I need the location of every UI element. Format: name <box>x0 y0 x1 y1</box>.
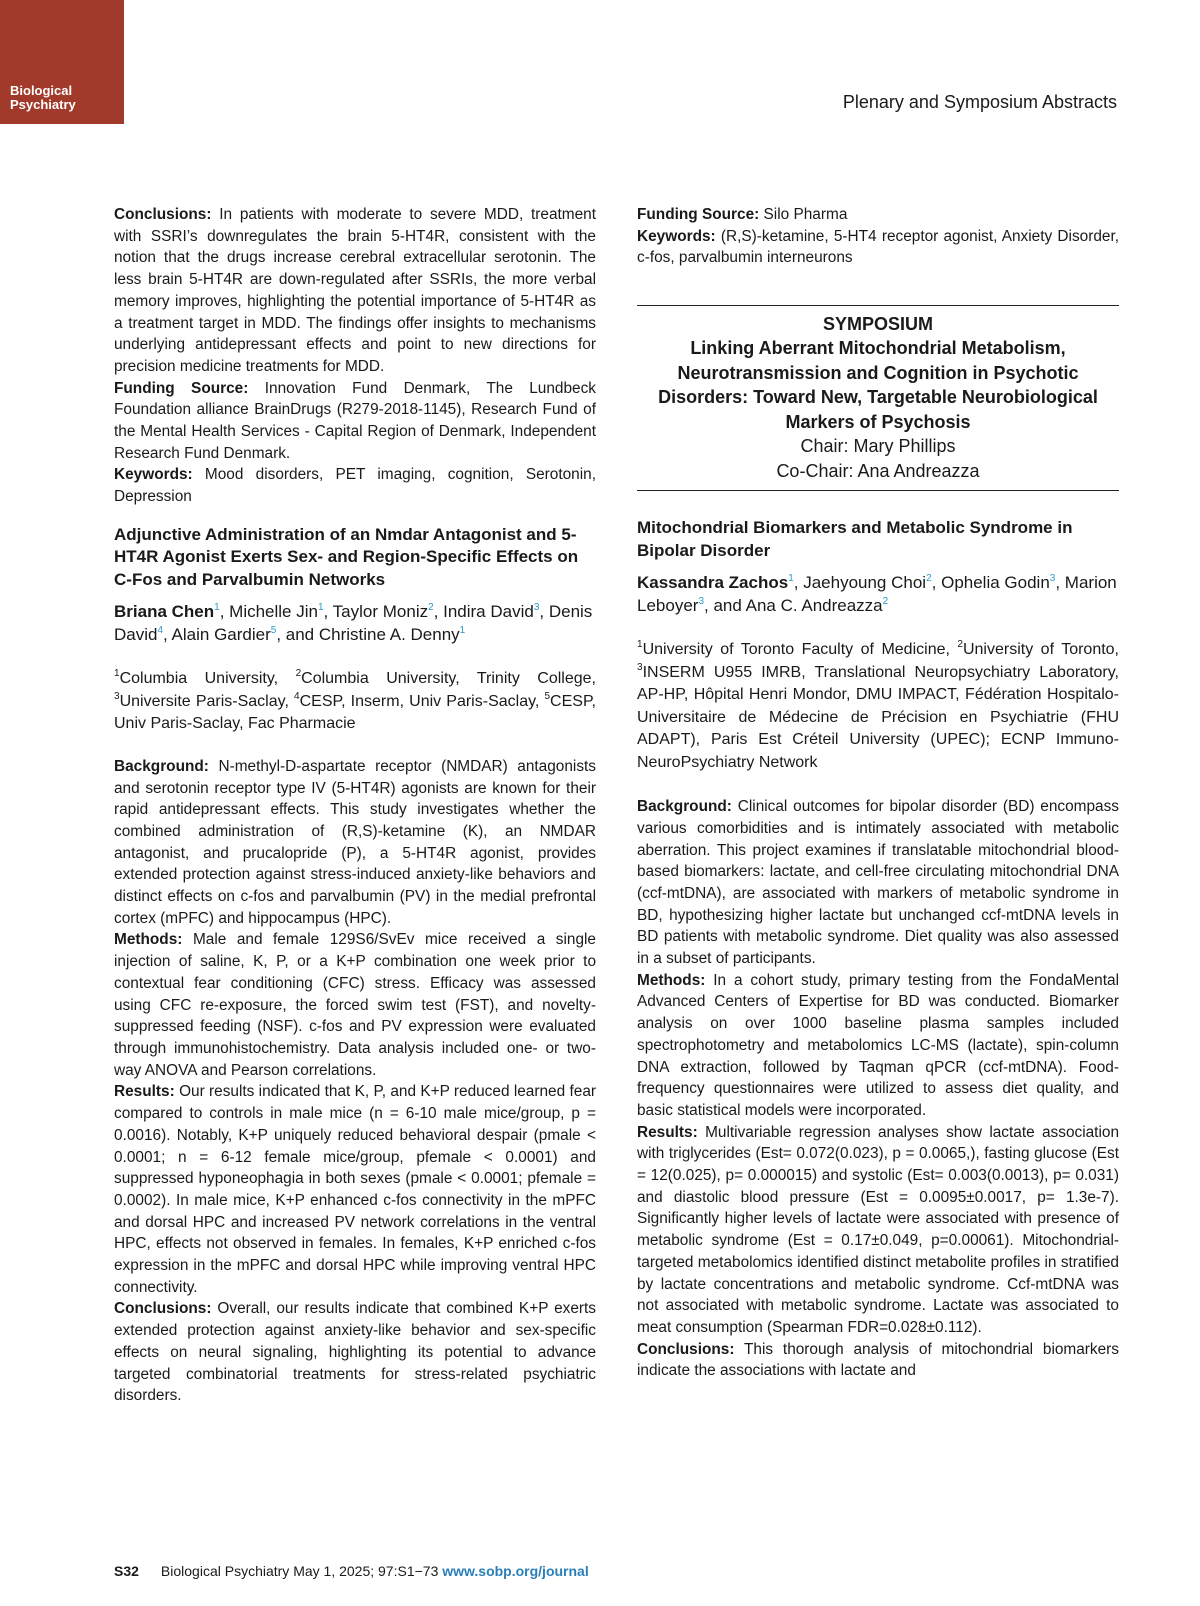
author-list <box>637 572 1119 617</box>
symposium-heading: SYMPOSIUM <box>822 314 933 335</box>
author: Jaehyoung Choi$^2$, <box>803 573 942 593</box>
background-section: Background: N-methyl-D-aspartate receptor (NMDAR) antagonists and serotonin receptor type IV (5-HT4R) agonists are known for their rapid antidepressant effects. This study investigates whether the combined administration of (R,S)-ketamine (K), an NMDAR antagonist, and prucalopride (P), a 5-HT4R agonist, provides extended protection against stress-induced anxiety-like behaviors and distinct effects on c-fos and parvalbumin (PV) in the medial prefrontal cortex (mPFC) and hippocampus (HPC). <box>114 757 596 927</box>
journal-link[interactable]: www.sobp.org/journal <box>442 1563 589 1579</box>
conclusions-section: Conclusions: This thorough analysis of mitochondrial biomarkers indicate the associations with lactate and <box>637 1340 1120 1380</box>
background-section: Background: Clinical outcomes for bipolar disorder (BD) encompass various comorbidities and is intimately associated with metabolic aberration. This project examines if translatable mitochondrial blood-based biomarkers: lactate, and cell-free circulating mitochondrial DNA (ccf-mtDNA), are associated with markers of metabolic syndrome in BD, hypothesizing higher lactate but unchanged ccf-mtDNA levels in BD patients with metabolic syndrome. Diet quality was also assessed in a subset of participants. <box>637 798 1119 968</box>
symposium-cochair: Co-Chair: Ana Andreazza <box>776 460 980 481</box>
left-column <box>114 204 596 1407</box>
author: Taylor Moniz$^2$, <box>332 602 444 622</box>
right-column <box>637 204 1119 1382</box>
author: Marion Leboyer$^3$, and <box>637 573 1117 615</box>
prev-keywords: Keywords: Mood disorders, PET imaging, cognition, Serotonin, Depression <box>114 466 596 506</box>
journal-logo-tab <box>0 0 124 124</box>
abstract-title: Adjunctive Administration of an Nmdar Antagonist and 5-HT4R Agonist Exerts Sex- and Region-Specific Effects on C-Fos and Parvalbumin Networks <box>114 524 579 589</box>
methods-section: Methods: In a cohort study, primary testing from the FondaMental Advanced Centers of Expertise for BD was conducted. Biomarker analysis on over 1000 baseline plasma samples included spectrophotometry and metabolomics LC-MS (lactate), spin-column DNA extraction, followed by Taqman qPCR (ccf-mtDNA). Food-frequency questionnaires were utilized to assess diet quality, and basic statistical models were incorporated. <box>637 971 1119 1119</box>
citation: Biological Psychiatry May 1, 2025; 97:S1−73 <box>160 1563 439 1579</box>
author: Ophelia Godin$^3$, <box>941 573 1065 593</box>
prev-funding: Funding Source: Silo Pharma <box>637 206 848 223</box>
affiliations: $^1$Columbia University, $^2$Columbia University, Trinity College, $^3$Universite Paris-Saclay, $^4$CESP, Inserm, Univ Paris-Saclay, $^5$CESP, Univ Paris-Saclay, Fac Pharmacie <box>114 668 596 733</box>
journal-name: Biological Psychiatry <box>10 83 76 112</box>
author: Briana Chen$^1$, <box>114 602 230 622</box>
author: Alain Gardier$^5$, and <box>171 624 319 644</box>
author: Indira David$^3$, <box>443 602 549 622</box>
prev-funding: Funding Source: Innovation Fund Denmark, The Lundbeck Foundation alliance BrainDrugs (R279-2018-1145), Research Fund of the Mental Health Services - Capital Region of Denmark, Independent Research Fund Denmark. <box>114 379 596 462</box>
author: Michelle Jin$^1$, <box>229 602 333 622</box>
author: Ana C. Andreazza$^2$ <box>745 595 889 615</box>
prev-conclusions: Conclusions: In patients with moderate to severe MDD, treatment with SSRI’s downregulates the brain 5-HT4R, consistent with the notion that the drugs increase cerebral extracellular serotonin. The less brain 5-HT4R are down-regulated after SSRIs, the more verbal memory improves, highlighting the potential importance of 5-HT4R as a treatment target in MDD. The findings offer insights to mechanisms underlying antidepressant effects and point to new directions for precision medicine treatments for MDD. <box>114 206 597 375</box>
prev-keywords: Keywords: (R,S)-ketamine, 5-HT4 receptor agonist, Anxiety Disorder, c-fos, parvalbumin interneurons <box>637 227 1119 267</box>
page-footer <box>114 1563 589 1579</box>
section-running-head: Plenary and Symposium Abstracts <box>842 92 1117 112</box>
abstract-title: Mitochondrial Biomarkers and Metabolic Syndrome in Bipolar Disorder <box>637 518 1073 560</box>
author: Christine A. Denny$^1$ <box>318 624 466 644</box>
results-section: Results: Our results indicated that K, P, and K+P reduced learned fear compared to controls in male mice (n = 6-10 male mice/group, p = 0.0016). Notably, K+P uniquely reduced behavioral despair (pmale < 0.0001; n = 6-12 female mice/group, pfemale < 0.0001) and suppressed hyponeophagia in both sexes (pmale < 0.0001; pfemale = 0.0002). In male mice, K+P enhanced c-fos connectivity in the mPFC and dorsal HPC and increased PV network correlations in the ventral HPC, effects not observed in females. In females, K+P enriched c-fos expression in the mPFC and dorsal HPC while improving ventral HPC connectivity. <box>114 1083 596 1296</box>
results-section: Results: Multivariable regression analyses show lactate association with triglycerides (Est= 0.072(0.023), p = 0.0065,), fasting glucose (Est = 12(0.025), p= 0.000015) and systolic (Est= 0.003(0.0013), p= 0.031) and diastolic blood pressure (Est = 0.0095±0.0017, p= 1.3e-7). Significantly higher levels of lactate were associated with presence of metabolic syndrome (Est = 0.17±0.049, p=0.00061). Mitochondrial-targeted metabolomics identified distinct metabolite profiles in stratified by lactate concentrations and metabolic syndrome. Ccf-mtDNA was not associated with metabolic syndrome. Lactate was associated to meat consumption (Spearman FDR=0.028±0.112). <box>637 1123 1119 1336</box>
author: Kassandra Zachos$^1$, <box>637 573 804 593</box>
author: Denis David$^4$, <box>114 602 593 644</box>
page-number: S32 <box>114 1563 139 1579</box>
symposium-chair: Chair: Mary Phillips <box>800 436 956 457</box>
symposium-title: Linking Aberrant Mitochondrial Metabolism, Neurotransmission and Cognition in Psychotic Disorders: Toward New, Targetable Neurobiological Markers of Psychosis <box>658 338 1098 432</box>
author-list <box>114 601 596 646</box>
symposium-header <box>637 305 1119 491</box>
conclusions-section: Conclusions: Overall, our results indicate that combined K+P exerts extended protection against anxiety-like behavior and sex-specific effects on neural signaling, highlighting its potential to advance targeted combinatorial treatments for stress-related psychiatric disorders. <box>114 1300 596 1405</box>
methods-section: Methods: Male and female 129S6/SvEv mice received a single injection of saline, K, P, or a K+P combination one week prior to contextual fear conditioning (CFC) stress. Efficacy was assessed using CFC re-exposure, the forced swim test (FST), and novelty-suppressed feeding (NSF). c-fos and PV expression were evaluated through immunohistochemistry. Data analysis included one- or two-way ANOVA and Pearson correlations. <box>114 931 596 1079</box>
affiliations: $^1$University of Toronto Faculty of Medicine, $^2$University of Toronto, $^3$INSERM U955 IMRB, Translational Neuropsychiatry Laboratory, AP-HP, Hôpital Henri Mondor, DMU IMPACT, Fédération Hospitalo-Universitaire de Médecine de Précision en Psychiatrie (FHU ADAPT), Paris Est Créteil University (UPEC); ECNP Immuno-NeuroPsychiatry Network <box>637 639 1119 771</box>
